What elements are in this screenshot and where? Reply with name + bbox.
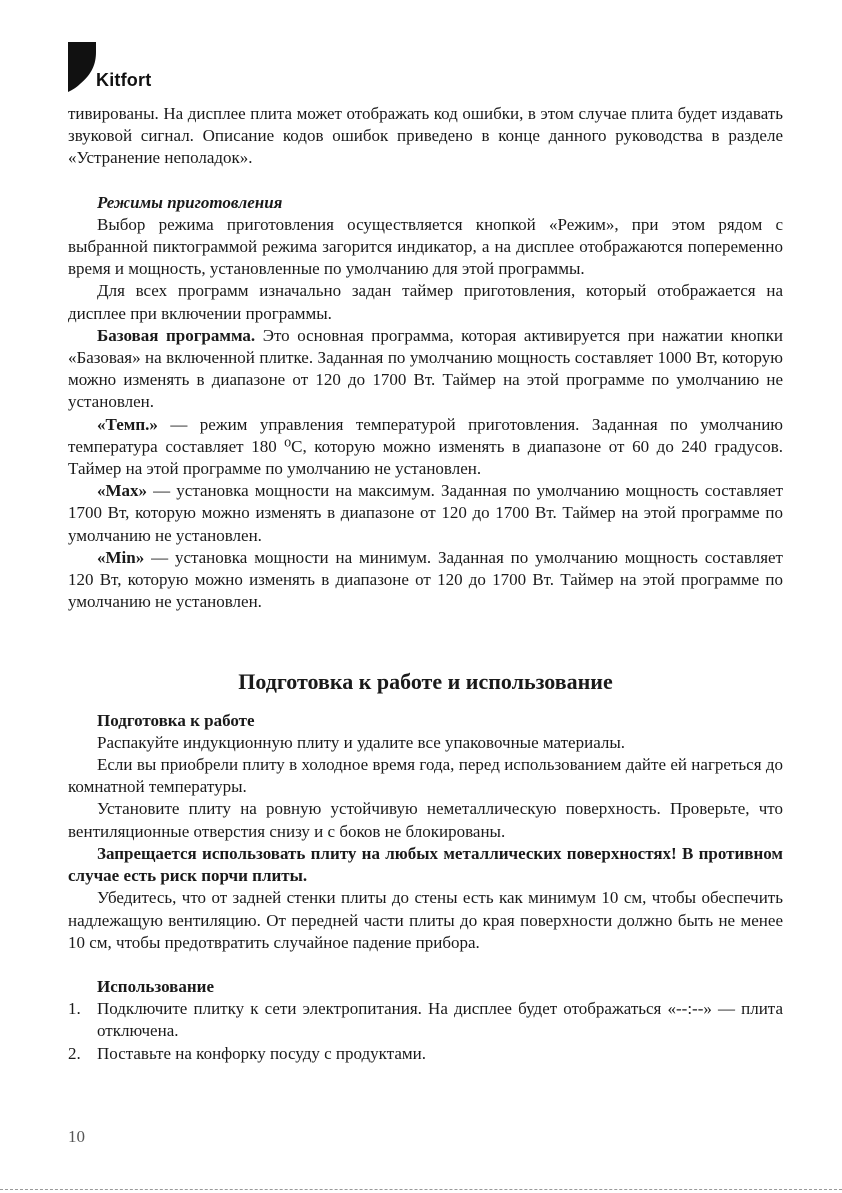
mode-base-label: Базовая программа. bbox=[97, 325, 256, 345]
page-number: 10 bbox=[68, 1127, 85, 1146]
section-title: Подготовка к работе и использование bbox=[238, 669, 613, 695]
steps-list bbox=[68, 998, 783, 1065]
step-number: 1. bbox=[68, 999, 81, 1019]
prep-paragraph-1: Распакуйте индукционную плиту и удалите все упаковочные материалы. bbox=[97, 732, 626, 752]
mode-temp-text: — режим управления температурой приготовления. Заданная по умолчанию температура составляет 180 ⁰С, которую можно изменять в диапазоне от 60 до 240 градусов. Таймер на этой программе по умолчанию не установлен. bbox=[68, 414, 783, 479]
modes-heading: Режимы приготовления bbox=[97, 192, 283, 212]
prep-paragraph-4: Убедитесь, что от задней стенки плиты до стены есть как минимум 10 см, чтобы обеспечить надлежащую вентиляцию. От передней части плиты до края поверхности должно быть не менее 10 см, чтобы предотвратить случайное падение прибора. bbox=[68, 888, 783, 952]
mode-base-text: Это основная программа, которая активируется при нажатии кнопки «Базовая» на включенной плитке. Заданная по умолчанию мощность составляет 1000 Вт, которую можно изменять в диапазоне от 120 до 1700 Вт. Таймер на этой программе по умолчанию не установлен. bbox=[68, 325, 783, 412]
mode-base bbox=[68, 325, 783, 414]
mode-min-text: — установка мощности на минимум. Заданная по умолчанию мощность составляет 120 Вт, которую можно изменять в диапазоне от 120 до 1700 Вт. Таймер на этой программе по умолчанию не установлен. bbox=[68, 547, 783, 612]
intro-paragraph: тивированы. На дисплее плита может отображать код ошибки, в этом случае плита будет издавать звуковой сигнал. Описание кодов ошибок приведено в конце данного руководства в разделе «Устранение неполадок». bbox=[68, 104, 783, 168]
list-item bbox=[68, 1043, 783, 1065]
mode-temp-label: «Темп.» bbox=[97, 414, 158, 434]
brand-name: Kitfort bbox=[96, 70, 152, 90]
prep-heading: Подготовка к работе bbox=[97, 710, 255, 730]
use-heading: Использование bbox=[97, 976, 214, 996]
bottom-divider bbox=[0, 1189, 842, 1190]
page-content bbox=[68, 103, 783, 1065]
modes-paragraph-2: Для всех программ изначально задан таймер приготовления, который отображается на дисплее при включении программы. bbox=[68, 281, 783, 323]
warning-text: Запрещается использовать плиту на любых металлических поверхностях! В противном случае есть риск порчи плиты. bbox=[68, 843, 783, 886]
warning-paragraph bbox=[68, 843, 783, 887]
mode-min-label: «Min» bbox=[97, 547, 145, 567]
mode-max-label: «Max» bbox=[97, 481, 148, 501]
step-text: Подключите плитку к сети электропитания. На дисплее будет отображаться «--:--» — плита отключена. bbox=[97, 999, 783, 1041]
mode-temp bbox=[68, 414, 783, 481]
prep-paragraph-3: Установите плиту на ровную устойчивую неметаллическую поверхность. Проверьте, что вентиляционные отверстия снизу и с боков не блокированы. bbox=[68, 799, 783, 841]
list-item bbox=[68, 998, 783, 1042]
modes-paragraph-1: Выбор режима приготовления осуществляется кнопкой «Режим», при этом рядом с выбранной пиктограммой режима загорится индикатор, а на дисплее отображаются попеременно время и мощность, установленные по умолчанию для этой программы. bbox=[68, 214, 783, 279]
mode-max bbox=[68, 480, 783, 547]
prep-paragraph-2: Если вы приобрели плиту в холодное время года, перед использованием дайте ей нагреться до комнатной температуры. bbox=[68, 755, 783, 797]
step-text: Поставьте на конфорку посуду с продуктами. bbox=[97, 1043, 427, 1063]
step-number: 2. bbox=[68, 1043, 81, 1063]
mode-max-text: — установка мощности на максимум. Заданная по умолчанию мощность составляет 1700 Вт, которую можно изменять в диапазоне от 120 до 1700 Вт. Таймер на этой программе по умолчанию не установлен. bbox=[68, 481, 783, 545]
mode-min bbox=[68, 547, 783, 614]
